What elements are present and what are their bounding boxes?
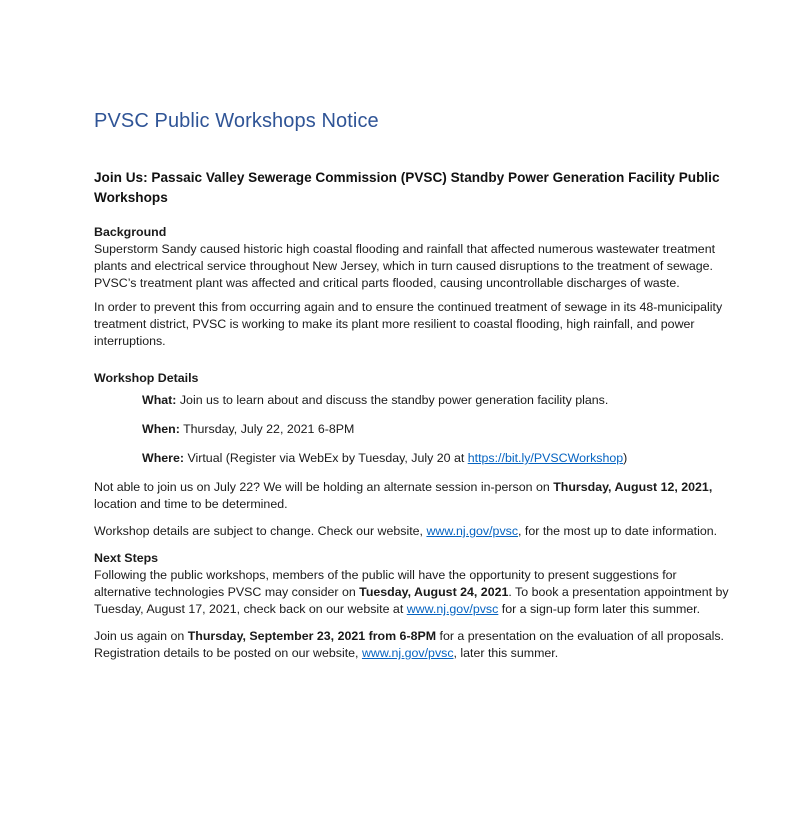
ns-p1-text-1: Following the public workshops, members of the public will have the opportunity to present suggestions for alternative technologies PVSC may consider on: [94, 568, 677, 599]
ns-p1-text-3: for a sign-up form later this summer.: [498, 602, 701, 616]
next-steps-heading: Next Steps: [94, 551, 159, 565]
ns-p2-text-2: for a presentation on the evaluation of all proposals. Registration details to be posted on our website,: [94, 629, 724, 660]
webex-register-link[interactable]: https://bit.ly/PVSCWorkshop: [467, 451, 624, 465]
ns-p2-text-1: Join us again on: [94, 629, 188, 643]
where-text: Virtual (Register via WebEx by Tuesday, July 20 at: [184, 451, 468, 465]
pvsc-website-link-3[interactable]: www.nj.gov/pvsc: [361, 646, 454, 660]
what-text: Join us to learn about and discuss the standby power generation facility plans.: [176, 393, 609, 407]
workshop-section: [94, 370, 734, 540]
page-title: PVSC Public Workshops Notice: [94, 110, 379, 132]
pvsc-website-link-1[interactable]: www.nj.gov/pvsc: [426, 524, 519, 538]
background-paragraph-2: In order to prevent this from occurring again and to ensure the continued treatment of sewage in its 48-municipality treatment district, PVSC is working to make its plant more resilient to coastal flooding, high rainfall, and power interruptions.: [94, 300, 723, 348]
where-label: Where:: [142, 451, 184, 465]
background-heading: Background: [94, 225, 167, 239]
ns-p2-text-3: , later this summer.: [453, 646, 559, 660]
ns-p1-date: Tuesday, August 24, 2021: [359, 585, 509, 599]
ns-p2-date: Thursday, September 23, 2021 from 6-8PM: [187, 629, 437, 643]
change-text-2: , for the most up to date information.: [518, 524, 718, 538]
ns-p1-text-2: . To book a presentation appointment by Tuesday, August 17, 2021, check back on our website at: [94, 585, 729, 616]
document-body: [94, 168, 734, 669]
workshop-when: [142, 421, 734, 438]
when-text: Thursday, July 22, 2021 6-8PM: [179, 422, 355, 436]
when-label: When:: [142, 422, 180, 436]
change-text-1: Workshop details are subject to change. Check our website,: [94, 524, 427, 538]
alt-text-1: Not able to join us on July 22? We will be holding an alternate session in-person on: [94, 480, 554, 494]
background-paragraph-1: Superstorm Sandy caused historic high coastal flooding and rainfall that affected numerous wastewater treatment plants and electrical service throughout New Jersey, which in turn caused disruptions to the treatment of sewage. PVSC’s treatment plant was affected and critical parts flooded, causing uncontrollable discharges of waste.: [94, 242, 716, 290]
subject-to-change-paragraph: [94, 523, 734, 540]
alternate-session-paragraph: [94, 479, 734, 513]
document-subtitle: Join Us: Passaic Valley Sewerage Commission (PVSC) Standby Power Generation Facility Public Workshops: [94, 170, 720, 205]
workshop-where: [142, 450, 734, 467]
pvsc-website-link-2[interactable]: www.nj.gov/pvsc: [406, 602, 499, 616]
alt-text-2: location and time to be determined.: [94, 497, 288, 511]
next-steps-paragraph-2: [94, 628, 734, 662]
what-label: What:: [142, 393, 177, 407]
next-steps-section: [94, 550, 734, 662]
workshop-heading: Workshop Details: [94, 371, 199, 385]
alt-date: Thursday, August 12, 2021,: [553, 480, 713, 494]
workshop-what: [142, 392, 734, 409]
background-section: [94, 224, 734, 350]
where-end: ): [623, 451, 628, 465]
next-steps-paragraph-1: [94, 567, 734, 618]
